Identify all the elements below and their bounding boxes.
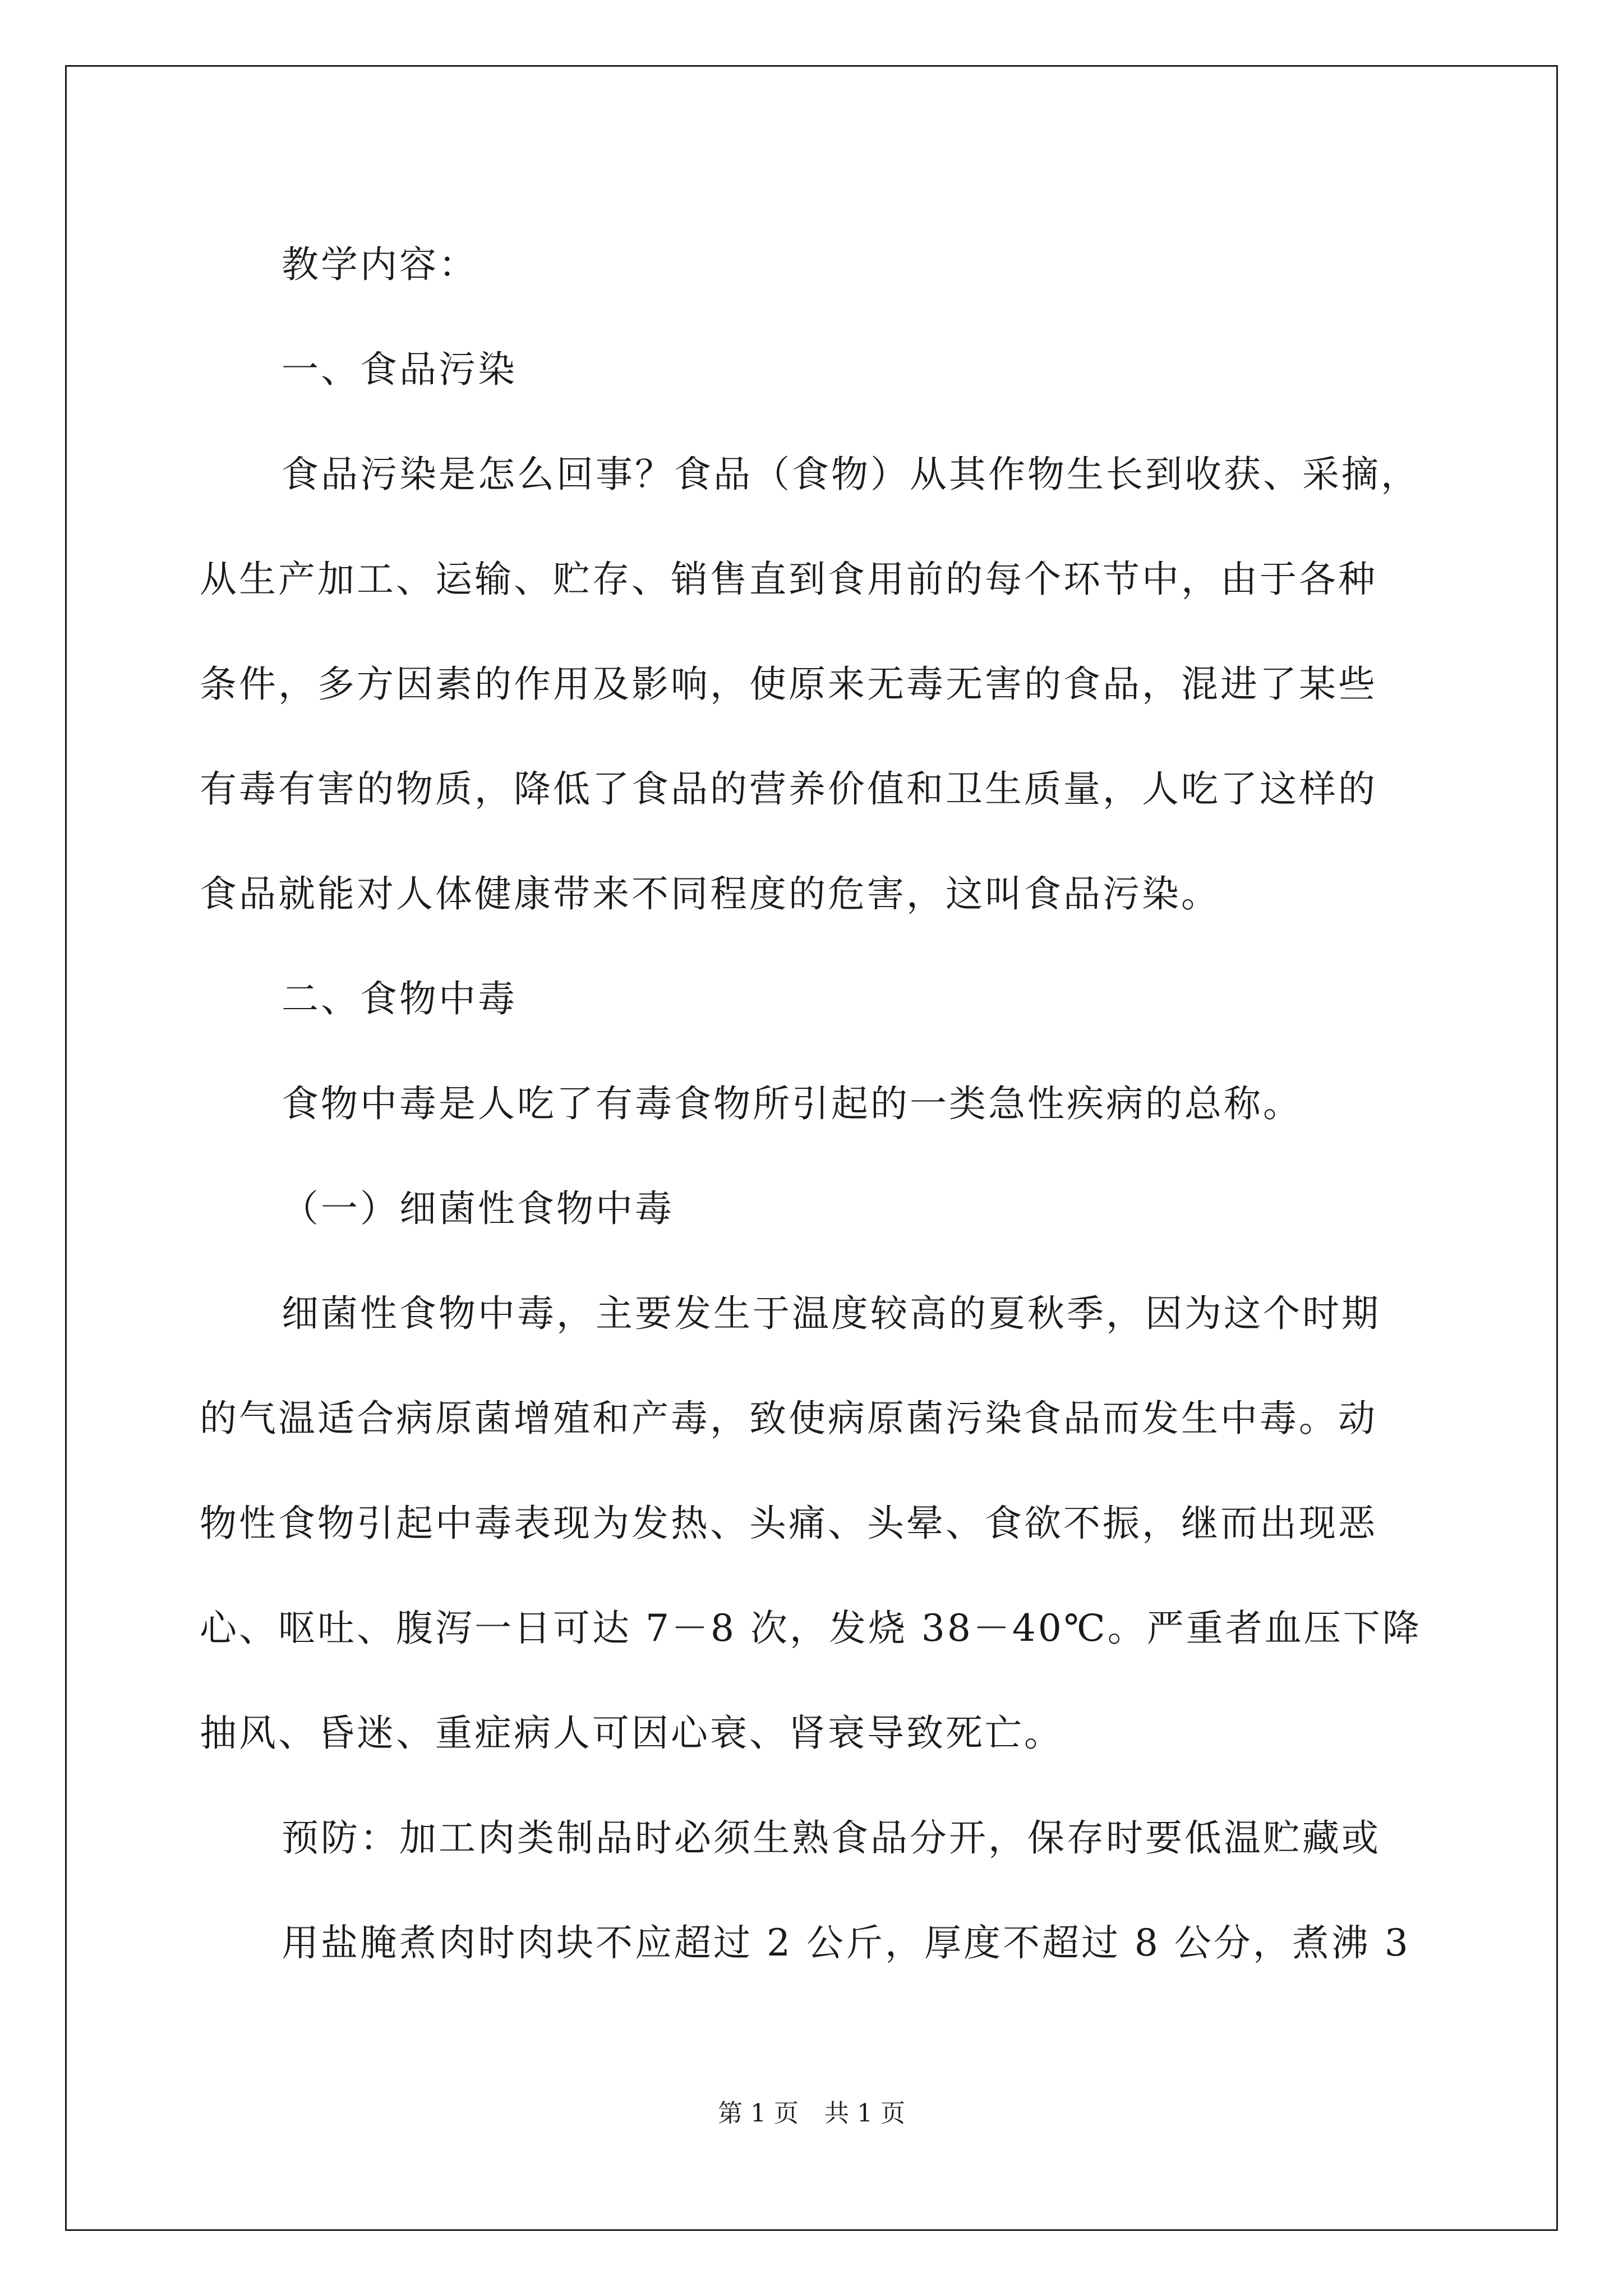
paragraph-line: 心、呕吐、腹泻一日可达 7－8 次，发烧 38－40℃。严重者血压下降 bbox=[200, 1607, 1422, 1650]
paragraph-line: 预防：加工肉类制品时必须生熟食品分开，保存时要低温贮藏或 bbox=[282, 1816, 1381, 1860]
paragraph-line: 食品污染是怎么回事？食品（食物）从其作物生长到收获、采摘， bbox=[282, 453, 1420, 496]
subheading-bacterial-poisoning: （一）细菌性食物中毒 bbox=[282, 1187, 674, 1230]
page-footer bbox=[0, 2097, 1623, 2131]
paragraph-line: 条件，多方因素的作用及影响，使原来无毒无害的食品，混进了某些 bbox=[200, 662, 1377, 706]
heading-food-contamination: 一、食品污染 bbox=[282, 348, 517, 391]
paragraph-line: 物性食物引起中毒表现为发热、头痛、头晕、食欲不振，继而出现恶 bbox=[200, 1502, 1377, 1545]
heading-food-poisoning: 二、食物中毒 bbox=[282, 977, 517, 1020]
document-body bbox=[200, 212, 1428, 1995]
paragraph-line: 用盐腌煮肉时肉块不应超过 2 公斤，厚度不超过 8 公分，煮沸 3 bbox=[282, 1921, 1410, 1964]
paragraph-line: 抽风、昏迷、重症病人可因心衰、肾衰导致死亡。 bbox=[200, 1711, 1063, 1755]
paragraph-line: 的气温适合病原菌增殖和产毒，致使病原菌污染食品而发生中毒。动 bbox=[200, 1397, 1377, 1440]
paragraph-line: 细菌性食物中毒，主要发生于温度较高的夏秋季，因为这个时期 bbox=[282, 1292, 1381, 1335]
paragraph-line: 食品就能对人体健康带来不同程度的危害，这叫食品污染。 bbox=[200, 872, 1220, 915]
paragraph-line: 有毒有害的物质，降低了食品的营养价值和卫生质量，人吃了这样的 bbox=[200, 767, 1377, 811]
paragraph-line: 食物中毒是人吃了有毒食物所引起的一类急性疾病的总称。 bbox=[282, 1082, 1302, 1125]
paragraph-line: 从生产加工、运输、贮存、销售直到食用前的每个环节中，由于各种 bbox=[200, 558, 1377, 601]
page-number: 第 1 页 bbox=[718, 2099, 799, 2128]
total-pages: 共 1 页 bbox=[824, 2099, 905, 2128]
heading-teaching-content: 教学内容： bbox=[282, 243, 478, 286]
